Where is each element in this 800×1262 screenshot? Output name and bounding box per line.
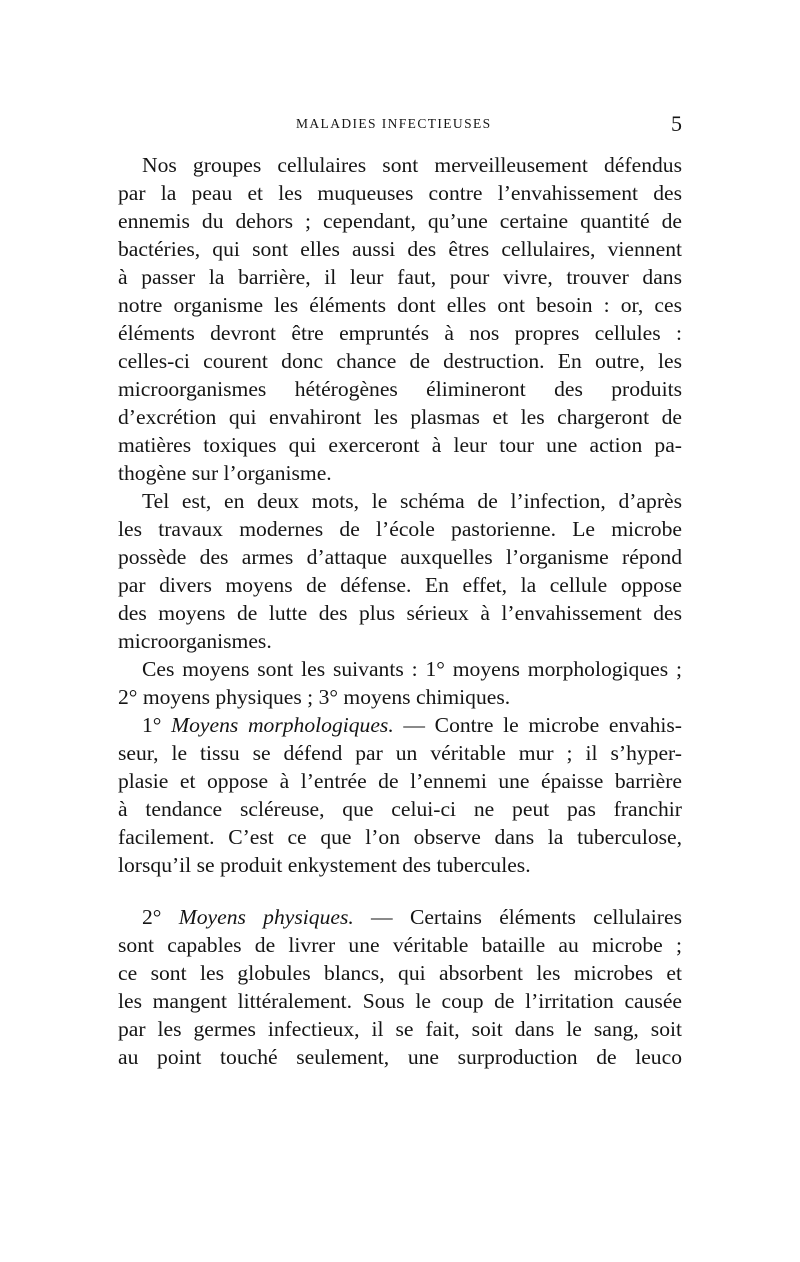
- text-line: à passer la barrière, il leur faut, pour vivre, trouver dans: [118, 265, 682, 289]
- text-line: ce sont les globules blancs, qui absorbent les microbes et: [118, 961, 682, 985]
- section-first-line-text: — Contre le microbe envahis-: [403, 713, 682, 737]
- text-line: ennemis du dehors ; cependant, qu’une certaine quantité de: [118, 209, 682, 233]
- text-line: matières toxiques qui exerceront à leur tour une action pa-: [118, 433, 682, 457]
- text-line: microorganismes hétérogènes élimineront des produits: [118, 377, 682, 401]
- text-line: éléments devront être empruntés à nos propres cellules :: [118, 321, 682, 345]
- text-line: plasie et oppose à l’entrée de l’ennemi une épaisse barrière: [118, 769, 682, 793]
- running-title: MALADIES INFECTIEUSES: [296, 116, 492, 131]
- text-line: des moyens de lutte des plus sérieux à l’envahissement des: [118, 601, 682, 625]
- text-line: celles-ci courent donc chance de destruction. En outre, les: [118, 349, 682, 373]
- text-line: 2° moyens physiques ; 3° moyens chimiques.: [118, 685, 511, 709]
- text-line: facilement. C’est ce que l’on observe dans la tuberculose,: [118, 825, 682, 849]
- section-physical-means: [118, 903, 682, 1071]
- text-line: bactéries, qui sont elles aussi des êtres cellulaires, viennent: [118, 237, 682, 261]
- text-line: thogène sur l’organisme.: [118, 461, 332, 485]
- text-line: à tendance scléreuse, que celui-ci ne peut pas franchir: [118, 797, 682, 821]
- text-line: au point touché seulement, une surproduction de leuco: [118, 1045, 682, 1069]
- text-line: d’excrétion qui envahiront les plasmas et les chargeront de: [118, 405, 682, 429]
- intro-paragraphs: [118, 151, 682, 711]
- text-line: par les germes infectieux, il se fait, soit dans le sang, soit: [118, 1017, 682, 1041]
- text-line: les mangent littéralement. Sous le coup de l’irritation causée: [118, 989, 682, 1013]
- section-first-line: [118, 711, 682, 739]
- section-number: 1°: [142, 713, 162, 737]
- page-number: 5: [671, 111, 682, 136]
- text-line: les travaux modernes de l’école pastorienne. Le microbe: [118, 517, 682, 541]
- text-line: Tel est, en deux mots, le schéma de l’infection, d’après: [142, 489, 682, 513]
- section-number: 2°: [142, 905, 162, 929]
- text-line: Ces moyens sont les suivants : 1° moyens morphologiques ;: [142, 657, 682, 681]
- text-line: par divers moyens de défense. En effet, la cellule oppose: [118, 573, 682, 597]
- text-line: par la peau et les muqueuses contre l’envahissement des: [118, 181, 682, 205]
- section-first-line-text: — Certains éléments cellulaires: [371, 905, 682, 929]
- section-morphological-means: [118, 711, 682, 879]
- text-line: microorganismes.: [118, 629, 272, 653]
- text-line: seur, le tissu se défend par un véritable mur ; il s’hyper-: [118, 741, 682, 765]
- section-heading: Moyens morphologiques.: [171, 713, 394, 737]
- section-heading: Moyens physiques.: [178, 905, 354, 929]
- text-line: possède des armes d’attaque auxquelles l’organisme répond: [118, 545, 682, 569]
- text-line: lorsqu’il se produit enkystement des tubercules.: [118, 853, 531, 877]
- section-first-line: [118, 903, 682, 931]
- text-line: Nos groupes cellulaires sont merveilleusement défendus: [142, 153, 682, 177]
- text-line: notre organisme les éléments dont elles ont besoin : or, ces: [118, 293, 682, 317]
- running-head: [118, 111, 682, 140]
- text-line: sont capables de livrer une véritable bataille au microbe ;: [118, 933, 682, 957]
